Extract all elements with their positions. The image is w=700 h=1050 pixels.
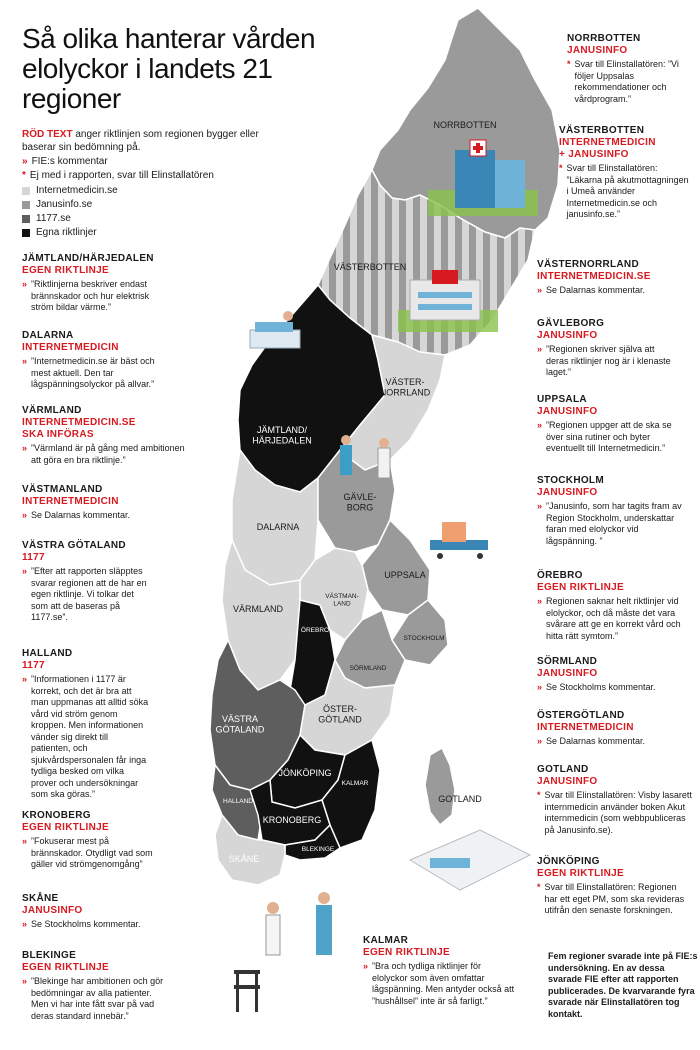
map-label-stockholm: STOCKHOLM <box>403 635 445 642</box>
entry-text: ”Efter att rapporten släpptes svarar regionen att de har en egen riktlinje. Vi tolkar det som att de baseras på 1177.se”. <box>31 566 147 622</box>
entry-marker: » <box>22 976 28 986</box>
entry-name: SÖRMLAND <box>537 656 598 667</box>
entry-marker: * <box>567 59 571 69</box>
legend-item-egna <box>22 227 97 239</box>
map-label-line: NORRLAND <box>379 387 431 398</box>
map-label-gotland: GOTLAND <box>438 794 482 804</box>
map-label-norrbotten: NORRBOTTEN <box>433 120 497 130</box>
entry-name: VÄRMLAND <box>22 405 82 416</box>
legend-swatch <box>22 187 30 195</box>
entry-jonkoping <box>537 856 685 917</box>
entry-guide: EGEN RIKTLINJE <box>22 265 109 276</box>
entry-guide: JANUSINFO <box>567 45 628 56</box>
map-label-line: GÄVLE- <box>343 492 377 502</box>
entry-marker: * <box>537 790 541 800</box>
entry-guide: 1177 <box>22 552 45 563</box>
entry-marker: » <box>537 736 543 746</box>
map-label-kalmar: KALMAR <box>341 780 369 787</box>
entry-text: Se Dalarnas kommentar. <box>546 285 646 295</box>
entry-text: Se Dalarnas kommentar. <box>546 736 646 746</box>
note-text: Ej med i rapporten, svar till Elinstallatören <box>29 170 214 181</box>
page-title: Så olika hanterar vården elolyckor i landets 21 regioner <box>22 23 316 114</box>
legend-note-comment <box>22 155 108 168</box>
entry-name: UPPSALA <box>537 394 587 405</box>
legend-swatch <box>22 215 30 223</box>
entry-orebro <box>537 570 687 642</box>
legend-label: 1177.se <box>36 213 71 224</box>
entry-vasternorrland <box>537 259 687 297</box>
entry-name: ÖREBRO <box>537 570 583 581</box>
entry-name: NORRBOTTEN <box>567 33 641 44</box>
entry-guide: JANUSINFO <box>537 776 598 787</box>
map-label-vasterbotten: VÄSTERBOTTEN <box>333 262 407 272</box>
entry-name: VÄSTERNORRLAND <box>537 259 639 270</box>
entry-marker: * <box>537 882 541 892</box>
entry-guide: JANUSINFO <box>537 668 598 679</box>
entry-text: Se Stockholms kommentar. <box>546 682 656 692</box>
entry-text: ”Fokuserar mest på brännskador. Otydligt vad som gäller vid strömgenomgång” <box>31 836 153 869</box>
entry-guide: INTERNETMEDICIN + JANUSINFO <box>559 137 656 160</box>
entry-name: GÄVLEBORG <box>537 318 605 329</box>
entry-marker: » <box>537 501 543 511</box>
intro-rest: anger riktlinjen som regionen bygger eller baserar sin bedömning på. <box>22 129 259 153</box>
map-label-uppsala: UPPSALA <box>384 570 426 580</box>
entry-text: ”Internetmedicin.se är bäst och mest aktuell. Den tar lågspänningsolyckor på allvar.” <box>31 356 155 389</box>
hospital-bed-illustration <box>250 311 300 348</box>
entry-marker: » <box>537 420 543 430</box>
entry-guide: EGEN RIKTLINJE <box>537 868 624 879</box>
entry-name: SKÅNE <box>22 893 59 904</box>
legend-note-not-in-report <box>22 169 214 182</box>
entry-name: HALLAND <box>22 648 73 659</box>
map-label-sormland: SÖRMLAND <box>349 665 387 672</box>
entry-marker: » <box>22 836 28 846</box>
map-label-line: LAND <box>333 600 351 608</box>
entry-ostergotland <box>537 710 687 748</box>
intro-red-text: RÖD TEXT <box>22 129 73 140</box>
entry-guide: JANUSINFO <box>22 905 83 916</box>
entry-name: BLEKINGE <box>22 950 77 961</box>
map-label-orebro: ÖREBRO <box>300 627 330 634</box>
entry-name: VÄSTERBOTTEN <box>559 125 645 136</box>
map-label-line: GÖTALAND <box>215 724 265 735</box>
entry-guide: EGEN RIKTLINJE <box>363 947 450 958</box>
entry-kronoberg <box>22 810 162 871</box>
map-label-blekinge: BLEKINGE <box>301 846 335 853</box>
entry-text: Svar till Elinstallatören: ”Vi följer Uppsalas rekommendationer och vårdprogram.” <box>574 59 679 104</box>
entry-text: Se Stockholms kommentar. <box>31 919 141 929</box>
entry-blekinge <box>22 950 167 1022</box>
map-label-vasternorrland <box>380 377 431 397</box>
note-marker: » <box>22 156 28 167</box>
entry-text: ”Bra och tydliga riktlinjer för elolyckor som även omfattar lågspänning. Men antyder också att ”hushållsel” inte är så farligt.” <box>372 961 515 1006</box>
entry-text: Regionen saknar helt riktlinjer vid elolyckor, och då måste det vara svårare att ge en korrekt vård och hitta rätt symtom.” <box>546 596 681 641</box>
legend-label: Internetmedicin.se <box>36 185 118 196</box>
entry-text: Svar till Elinstallatören: ”Läkarna på akutmottagningen i Umeå använder Internetmedicin.se och janusinfo.se.” <box>566 163 689 219</box>
entry-marker: » <box>537 285 543 295</box>
region-gotland <box>425 748 455 825</box>
entry-name: ÖSTERGÖTLAND <box>537 710 625 721</box>
map-label-halland: HALLAND <box>223 798 253 805</box>
entry-gotland <box>537 764 692 836</box>
legend-swatch <box>22 201 30 209</box>
entry-dalarna <box>22 330 162 391</box>
entry-text: ”Blekinge har ambitionen och gör bedömningar av alla patienter. Men vi har inte fått svar på vad deras standard innebär.” <box>31 976 164 1021</box>
entry-jamtland <box>22 253 162 314</box>
entry-text: Se Dalarnas kommentar. <box>31 510 131 520</box>
entry-kalmar <box>363 935 518 1007</box>
map-label-varmland: VÄRMLAND <box>232 604 284 614</box>
entry-stockholm <box>537 475 687 547</box>
entry-marker: » <box>22 566 28 576</box>
entry-name: JÄMTLAND/HÄRJEDALEN <box>22 253 154 264</box>
entry-guide: EGEN RIKTLINJE <box>22 822 109 833</box>
entry-guide: INTERNETMEDICIN <box>22 496 119 507</box>
entry-marker: » <box>22 919 28 929</box>
entry-uppsala <box>537 394 685 455</box>
entry-text: Svar till Elinstallatören: Visby lasarett internmedicin använder boken Akut internmedicin (som webbpubliceras på Janusinfo.se). <box>544 790 692 835</box>
entry-marker: » <box>22 674 28 684</box>
stretcher-illustration <box>430 522 488 559</box>
medical-staff-illustration <box>234 892 332 1012</box>
entry-text: ”Regionen uppger att de ska se över sina rutiner och byter eventuellt till Internetmedicin.” <box>546 420 672 453</box>
entry-name: KALMAR <box>363 935 409 946</box>
entry-text: ”Regionen skriver själva att deras riktlinjer nog är i klenaste laget.” <box>546 344 671 377</box>
entry-marker: » <box>22 510 28 520</box>
map-label-jonkoping: JÖNKÖPING <box>278 768 332 778</box>
entry-guide: INTERNETMEDICIN.SE SKA INFÖRAS <box>22 417 136 440</box>
legend-label: Egna riktlinjer <box>36 227 97 238</box>
entry-guide: INTERNETMEDICIN.SE <box>537 271 651 282</box>
map-label-skane: SKÅNE <box>228 854 260 864</box>
entry-text: ”Janusinfo, som har tagits fram av Region Stockholm, underskattar faran med elolyckor vid lågspänning. ” <box>546 501 682 546</box>
map-label-line: VÄSTRA <box>221 714 259 724</box>
note-text: FIE:s kommentar <box>31 156 108 167</box>
entry-name: KRONOBERG <box>22 810 91 821</box>
map-label-line: HÄRJEDALEN <box>252 435 312 446</box>
entry-norrbotten <box>567 33 692 105</box>
legend-label: Janusinfo.se <box>36 199 93 210</box>
entry-guide: JANUSINFO <box>537 487 598 498</box>
entry-sormland <box>537 656 687 694</box>
map-label-gavleborg <box>343 492 376 512</box>
entry-gavleborg <box>537 318 677 379</box>
map-label-ostergotland <box>318 704 362 724</box>
entry-vastmanland <box>22 484 162 522</box>
entry-guide: EGEN RIKTLINJE <box>22 962 109 973</box>
entry-marker: » <box>537 682 543 692</box>
entry-marker: » <box>363 961 369 971</box>
entry-guide: INTERNETMEDICIN <box>537 722 634 733</box>
map-label-line: ÖSTER- <box>322 704 358 714</box>
entry-halland <box>22 648 150 801</box>
entry-name: DALARNA <box>22 330 74 341</box>
map-label-kronoberg: KRONOBERG <box>262 815 322 825</box>
entry-marker: » <box>22 443 28 453</box>
map-label-jamtland <box>252 425 312 445</box>
map-label-line: GÖTLAND <box>318 714 362 725</box>
entry-marker: » <box>537 596 543 606</box>
map-label-line: VÄSTMAN- <box>325 593 359 600</box>
legend-swatch <box>22 229 30 237</box>
entry-guide: 1177 <box>22 660 45 671</box>
entry-text: ”Informationen i 1177 är korrekt, och det är bra att man uppmanas att alltid söka vård vid ström genom kroppen. Men informationen vänder sig direkt till patienten, och sjukvårdspersonalen får inga tydliga besked om vilka prover och undersökningar som ska göras.” <box>31 674 149 799</box>
entry-skane <box>22 893 182 931</box>
entry-name: VÄSTRA GÖTALAND <box>22 540 126 551</box>
entry-marker: » <box>22 279 28 289</box>
entry-marker: * <box>559 163 563 173</box>
entry-guide: JANUSINFO <box>537 330 598 341</box>
legend-item-1177 <box>22 213 71 225</box>
note-marker: * <box>22 170 26 181</box>
legend-item-janusinfo <box>22 199 92 211</box>
map-label-dalarna: DALARNA <box>256 522 300 532</box>
entry-name: VÄSTMANLAND <box>22 484 103 495</box>
map-label-line: JÄMTLAND/ <box>256 425 308 435</box>
entry-text: ”Värmland är på gång med ambitionen att göra en bra riktlinje.” <box>31 443 185 465</box>
entry-varmland <box>22 405 187 466</box>
entry-marker: » <box>537 344 543 354</box>
entry-guide: JANUSINFO <box>537 406 598 417</box>
footer-note: Fem regioner svarade inte på FIE:s undersökning. En av dessa svarade FIE efter att rapporten publicerades. De kvarvarande fyra svarade när Elinstallatören tog kontakt. <box>548 951 698 1019</box>
entry-vasterbotten <box>559 125 692 221</box>
entry-guide: EGEN RIKTLINJE <box>537 582 624 593</box>
entry-vastra-gotaland <box>22 540 147 624</box>
legend-item-internetmedicin <box>22 185 118 197</box>
map-label-line: BORG <box>346 502 374 513</box>
map-label-vastra-gotaland <box>216 714 265 734</box>
entry-guide: INTERNETMEDICIN <box>22 342 119 353</box>
entry-text: Svar till Elinstallatören: Regionen har ett eget PM, som ska revideras utifrån den senaste forskningen. <box>544 882 685 915</box>
entry-text: ”Riktlinjerna beskriver endast brännskador och hur elektrisk ström bildar värme.” <box>31 279 150 312</box>
map-label-line: VÄSTER- <box>385 377 425 387</box>
entry-name: STOCKHOLM <box>537 475 604 486</box>
hospital-room-illustration <box>410 830 530 890</box>
entry-marker: » <box>22 356 28 366</box>
entry-name: JÖNKÖPING <box>537 856 600 867</box>
entry-name: GOTLAND <box>537 764 589 775</box>
intro-text <box>22 128 282 154</box>
